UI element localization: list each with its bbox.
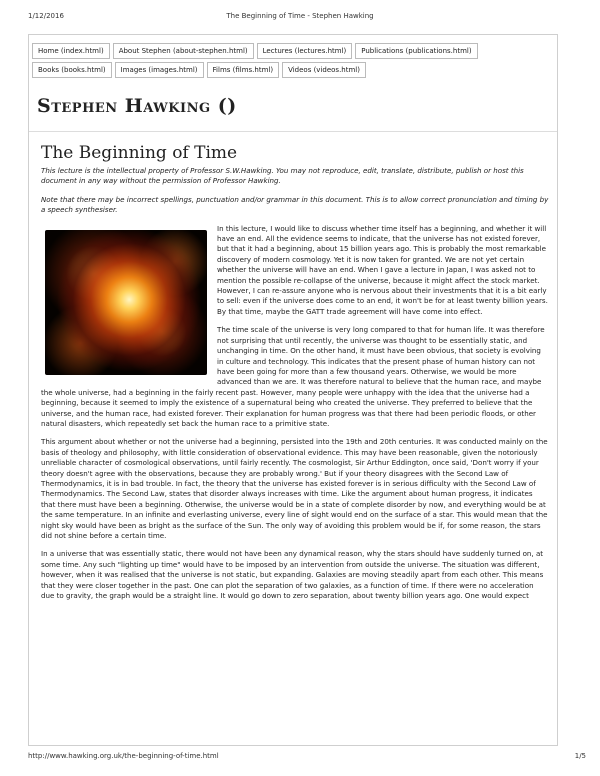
print-page-number: 1/5 — [574, 752, 586, 760]
nav-menu — [32, 43, 552, 81]
print-url: http://www.hawking.org.uk/the-beginning-of-time.html — [28, 752, 219, 760]
header-divider — [29, 131, 557, 132]
copyright-notice: This lecture is the intellectual property of Professor S.W.Hawking. You may not reproduce, edit, translate, distribute, publish or host this document in any way without the permission of Professor Hawking. — [41, 166, 524, 186]
nav-publications[interactable]: Publications (publications.html) — [355, 43, 477, 59]
nav-about-stephen[interactable]: About Stephen (about-stephen.html) — [113, 43, 254, 59]
nav-videos[interactable]: Videos (videos.html) — [282, 62, 366, 78]
nav-row-2 — [32, 62, 552, 78]
nav-row-1 — [32, 43, 552, 59]
nav-films[interactable]: Films (films.html) — [207, 62, 280, 78]
print-page-title: The Beginning of Time - Stephen Hawking — [226, 12, 374, 20]
print-date: 1/12/2016 — [28, 12, 64, 20]
article-heading: The Beginning of Time — [41, 143, 238, 163]
paragraph-4: In a universe that was essentially static, there would not have been any dynamical reason, why the stars should have suddenly turned on, at some time. Any such "lighting up time" would have to be imposed by an intervention from outside the universe. The situation was different, however, when it was realised that the universe is not static, but expanding. Galaxies are moving steadily apart from each other. This means that they were closer together in the past. One can plot the separation of two galaxies, as a function of time. If there were no acceleration due to gravity, the graph would be a straight line. It would go down to zero separation, about twenty billion years ago. One would expect — [41, 549, 544, 601]
web-page — [28, 34, 558, 746]
nebula-image — [45, 230, 207, 375]
nav-lectures[interactable]: Lectures (lectures.html) — [257, 43, 353, 59]
paragraph-1: In this lecture, I would like to discuss whether time itself has a beginning, and whether it will have an end. All the evidence seems to indicate, that the universe has not existed forever, but that it had a beginning, about 15 billion years ago. This is probably the most remarkable discovery of modern cosmology. Yet it is now taken for granted. We are not yet certain whether the universe will have an end. When I gave a lecture in Japan, I was asked not to mention the possible re-collapse of the universe, because it might affect the stock market. However, I can re-assure anyone who is nervous about their investments that it is a bit early to sell: even if the universe does come to an end, it won't be for at least twenty billion years. By that time, maybe the GATT trade agreement will have come into effect. — [217, 223, 548, 316]
paragraph-2: The time scale of the universe is very long compared to that for human life. It was therefore not surprising that until recently, the universe was thought to be essentially static, and unchanging in time. On the other hand, it must have been obvious, that society is evolving in culture and technology. This indicates that the present phase of human history can not have been going for more than a few thousand years. Otherwise, we would be more advanced than we are. It was therefore natural to believe that the human race, and maybe the whole universe, had a beginning in the fairly recent past. However, many people were unhappy with the idea that the universe had a beginning, because it seemed to imply the existence of a supernatural being who created the universe. They preferred to believe that the universe, and the human race, had existed forever. Their explanation for human progress was that there had been periodic floods, or other natural disasters, which repeatedly set back the human race to a primitive state. — [41, 325, 545, 428]
paragraph-3: This argument about whether or not the universe had a beginning, persisted into the 19th and 20th centuries. It was conducted mainly on the basis of theology and philosophy, with little consideration of observational evidence. This may have been reasonable, given the notoriously unreliable character of cosmological observations, until fairly recently. The cosmologist, Sir Arthur Eddington, once said, 'Don't worry if your theory doesn't agree with the observations, because they are probably wrong.' But if your theory disagrees with the Second Law of Thermodynamics, it is in bad trouble. In fact, the theory that the universe has existed forever is in serious difficulty with the Second Law of Thermodynamics. The Second Law, states that disorder always increases with time. Like the argument about human progress, it indicates that there must have been a beginning. Otherwise, the universe would be in a state of complete disorder by now, and everything would be at the same temperature. In an infinite and everlasting universe, every line of sight would end on the surface of a star. This would mean that the night sky would have been as bright as the surface of the Sun. The only way of avoiding this problem would be if, for some reason, the stars did not shine before a certain time. — [41, 437, 548, 540]
site-title[interactable]: Stephen Hawking () — [37, 95, 237, 117]
nav-home[interactable]: Home (index.html) — [32, 43, 110, 59]
article-body — [41, 166, 549, 609]
nav-books[interactable]: Books (books.html) — [32, 62, 112, 78]
pronunciation-note: Note that there may be incorrect spellings, punctuation and/or grammar in this document. This is to allow correct pronunciation and timing by a speech synthesiser. — [41, 194, 549, 215]
nav-images[interactable]: Images (images.html) — [115, 62, 204, 78]
